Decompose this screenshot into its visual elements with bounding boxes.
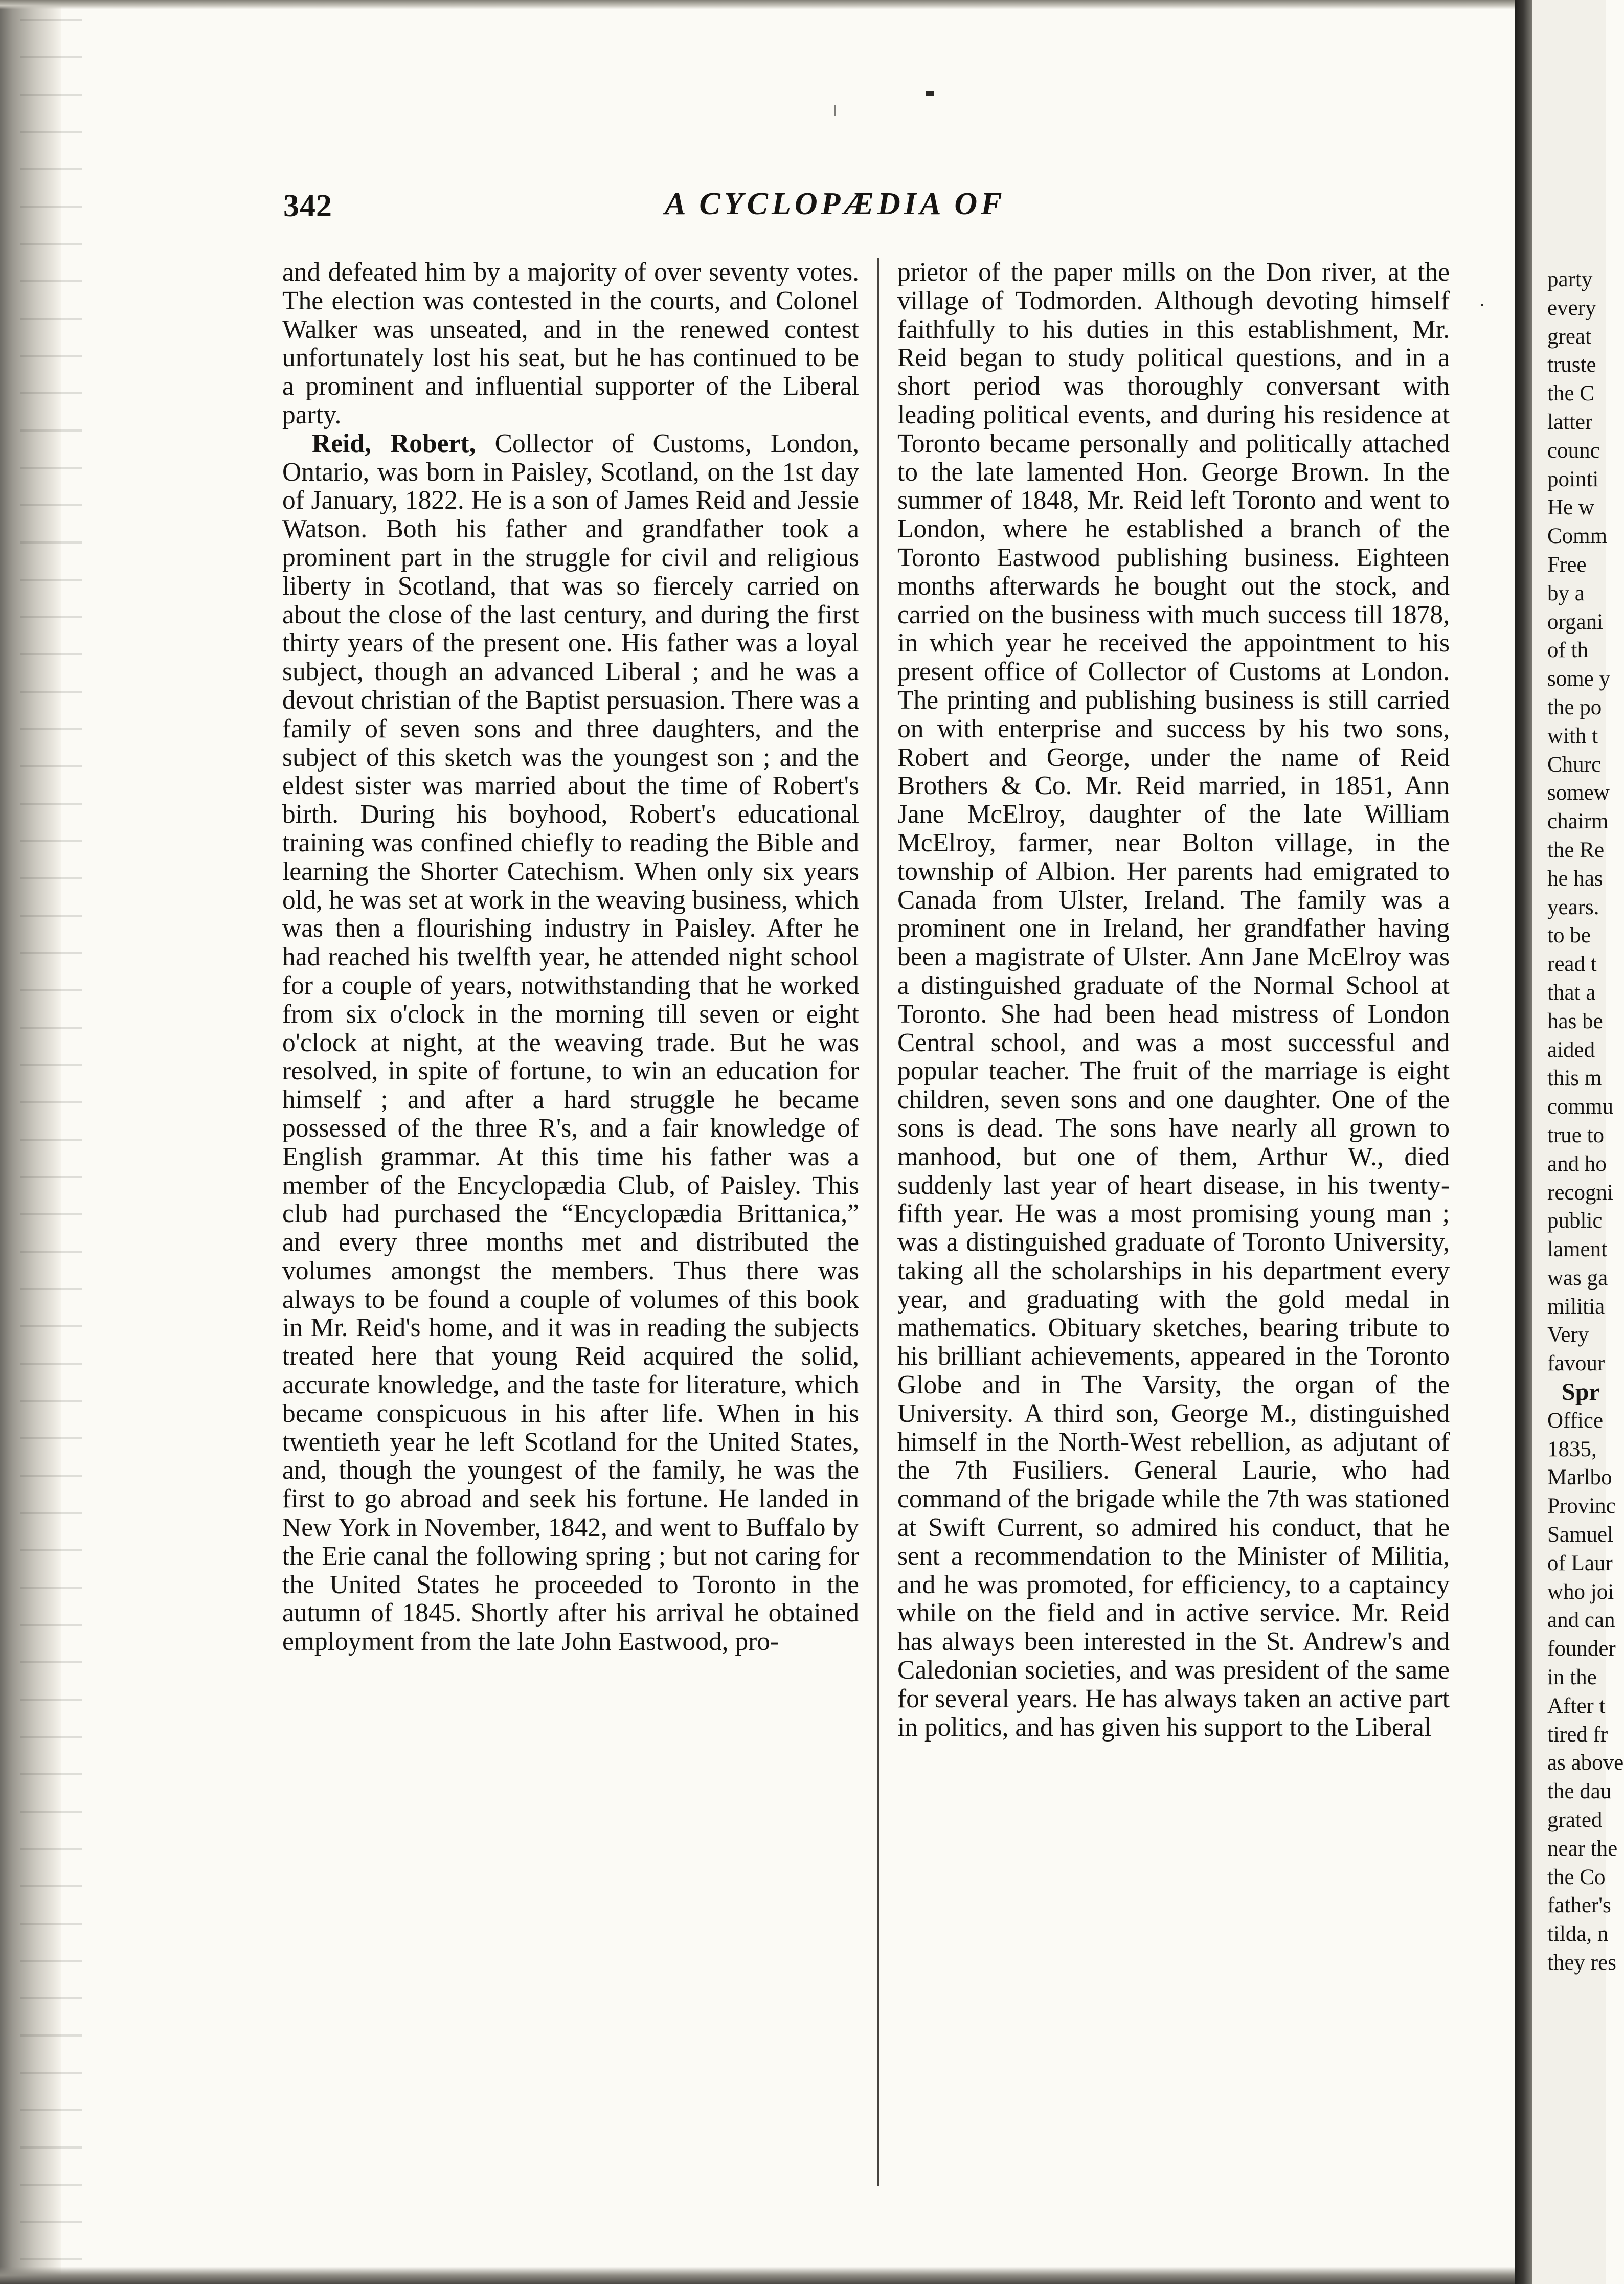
facing-page-line: the dau [1547,1779,1612,1804]
facing-page-line: Office [1547,1408,1604,1433]
facing-page-line: public [1547,1209,1603,1233]
facing-page-line: counc [1547,438,1600,463]
facing-page-line: by a [1547,581,1585,605]
scan-edge-bottom [0,2267,1524,2284]
book-gutter [1515,0,1532,2284]
facing-page-line: tired fr [1547,1722,1608,1747]
facing-page-line: who joi [1547,1579,1614,1604]
facing-page-line: aided [1547,1037,1595,1062]
column-divider [877,258,879,2186]
facing-page-line: recogni [1547,1180,1613,1205]
entry-headword: Reid, Robert, [312,428,476,458]
facing-page-line: founder [1547,1637,1616,1661]
facing-page-line: every [1547,296,1596,320]
facing-page-line: true to [1547,1123,1605,1147]
facing-page-line: latter [1547,410,1593,434]
running-title: A CYCLOPÆDIA OF [665,187,1006,221]
facing-page-line: near the [1547,1836,1618,1861]
facing-page-line: some y [1547,667,1611,691]
facing-page-line: the po [1547,695,1602,719]
facing-page-line: pointi [1547,467,1599,491]
scan-speckle-left [20,0,82,2284]
facing-page-line: years. [1547,895,1599,919]
ink-speck [834,105,836,116]
facing-page-line: After t [1547,1693,1606,1718]
facing-page-line: and ho [1547,1151,1607,1176]
facing-page-line: Churc [1547,752,1602,777]
page-number: 342 [283,189,332,223]
facing-page-line: Spr [1562,1378,1600,1406]
facing-page-line: organi [1547,609,1604,634]
facing-page-line: grated [1547,1808,1603,1833]
facing-page-line: commu [1547,1095,1613,1119]
facing-page-line: the Co [1547,1865,1606,1889]
facing-page-line: that a [1547,980,1596,1005]
facing-page-line: Free [1547,552,1587,577]
facing-page-line: tilda, n [1547,1922,1609,1947]
facing-page-line: truste [1547,353,1596,377]
facing-page-line: they res [1547,1951,1616,1975]
facing-page-line: Very [1547,1323,1589,1347]
facing-page-line: party [1547,267,1593,291]
facing-page-line: Samuel [1547,1523,1613,1547]
facing-page-line: read t [1547,952,1597,977]
facing-page-line: this m [1547,1066,1602,1091]
facing-page-line: has be [1547,1009,1603,1033]
facing-page-line: favour [1547,1351,1605,1376]
facing-page-line: father's [1547,1893,1611,1918]
scan-edge-top [0,0,1524,9]
facing-page-line: in the [1547,1665,1597,1690]
facing-page-line: somew [1547,781,1610,805]
text-column-left [282,258,859,1656]
text-column-right [897,258,1450,1742]
facing-page-line: Provinc [1547,1494,1616,1519]
facing-page-line: of Laur [1547,1551,1613,1575]
biography-entry [282,429,859,1656]
facing-page-line: great [1547,324,1591,349]
facing-page-line: chairm [1547,809,1609,834]
facing-page-line: militia [1547,1294,1605,1319]
ink-speck [1481,304,1483,306]
facing-page-line: he has [1547,866,1603,891]
facing-page-text [1547,265,1624,1977]
facing-page-line: to be [1547,923,1591,948]
ink-speck [926,91,934,96]
facing-page-line: Marlbo [1547,1465,1612,1490]
facing-page-line: the Re [1547,838,1605,862]
facing-page-line: was ga [1547,1265,1608,1290]
facing-page-line: 1835, [1547,1437,1597,1461]
facing-page-line: lament [1547,1237,1608,1262]
facing-page-line: and can [1547,1608,1615,1633]
facing-page-line: He w [1547,495,1594,520]
continued-entry-text: prietor of the paper mills on the Don river, at the village of Todmorden. Although devoting himself faithfully to his duties in this establishment, Mr. Reid began to study political questions, and in a short period was thoroughly conversant with leading political events, and during his residence at Toronto became personally and politically attached to the late lamented Hon. George Brown. In the summer of 1848, Mr. Reid left Toronto and went to London, where he established a branch of the Toronto Eastwood publishing business. Eighteen months afterwards he bought out the stock, and carried on the business with much success till 1878, in which year he received the appointment to his present office of Collector of Customs at London. The printing and publishing business is still carried on with enterprise and success by his two sons, Robert and George, under the name of Reid Brothers & Co. Mr. Reid married, in 1851, Ann Jane McElroy, daughter of the late William McElroy, farmer, near Bolton village, in the township of Albion. Her parents had emigrated to Canada from Ulster, Ireland. The family was a prominent one in Ireland, her grandfather having been a magistrate of Ulster. Ann Jane McElroy was a distinguished graduate of the Normal School at Toronto. She had been head mistress of London Central school, and was a most successful and popular teacher. The fruit of the marriage is eight children, seven sons and one daughter. One of the sons is dead. The sons have nearly all grown to manhood, but one of them, Arthur W., died suddenly last year of heart disease, in his twenty-fifth year. He was a most promising young man ; was a distinguished graduate of Toronto University, taking all the scholarships in his department every year, and graduating with the gold medal in mathematics. Obituary sketches, bearing tribute to his brilliant achievements, appeared in the Toronto Globe and in The Varsity, the organ of the University. A third son, George M., distinguished himself in the North-West rebellion, as adjutant of the 7th Fusiliers. General Laurie, who had command of the brigade while the 7th was stationed at Swift Current, so admired his conduct, that he sent a recommendation to the Minister of Militia, and he was promoted, for efficiency, to a captaincy while on the field and in active service. Mr. Reid has always been interested in the St. Andrew's and Caledonian societies, and was president of the same for several years. He has always taken an active part in politics, and has given his support to the Liberal [897,258,1450,1742]
facing-page-line: of th [1547,638,1589,663]
entry-text: Collector of Customs, London, Ontario, was born in Paisley, Scotland, on the 1st day of January, 1822. He is a son of James Reid and Jessie Watson. Both his father and grandfather took a prominent part in the struggle for civil and religious liberty in Scotland, that was so fiercely carried on about the close of the last century, and during the first thirty years of the present one. His father was a loyal subject, though an advanced Liberal ; and he was a devout christian of the Baptist persuasion. There was a family of seven sons and three daughters, and the subject of this sketch was the youngest son ; and the eldest sister was married about the time of Robert's birth. During his boyhood, Robert's educational training was confined chiefly to reading the Bible and learning the Shorter Catechism. When only six years old, he was set at work in the weaving business, which was then a flourishing industry in Paisley. After he had reached his twelfth year, he attended night school for a couple of years, notwithstanding that he worked from six o'clock in the morning till seven or eight o'clock at night, at the weaving trade. But he was resolved, in spite of fortune, to win an education for himself ; and after a hard struggle he became possessed of the three R's, and a fair knowledge of English grammar. At this time his father was a member of the Encyclopædia Club, of Paisley. This club had purchased the “Encyclopædia Brittanica,” and every three months met and distributed the volumes amongst the members. Thus there was always to be found a couple of volumes of this book in Mr. Reid's home, and it was in reading the subjects treated here that young Reid acquired the solid, accurate knowledge, and the taste for literature, which became conspicuous in his after life. When in his twentieth year he left Scotland for the United States, and, though the youngest of the family, he was the first to go abroad and seek his fortune. He landed in New York in November, 1842, and went to Buffalo by the Erie canal the following spring ; but not caring for the United States he proceeded to Toronto in the autumn of 1845. Shortly after his arrival he obtained employment from the late John Eastwood, pro- [282,428,859,1657]
facing-page-line: as above [1547,1751,1624,1775]
continued-paragraph: and defeated him by a majority of over seventy votes. The election was contested in the courts, and Colonel Walker was unseated, and in the renewed contest unfortunately lost his seat, but he has continued to be a prominent and influential supporter of the Liberal party. [282,258,859,429]
facing-page-line: the C [1547,381,1594,406]
facing-page-line: Comm [1547,524,1608,549]
facing-page-line: with t [1547,723,1598,748]
